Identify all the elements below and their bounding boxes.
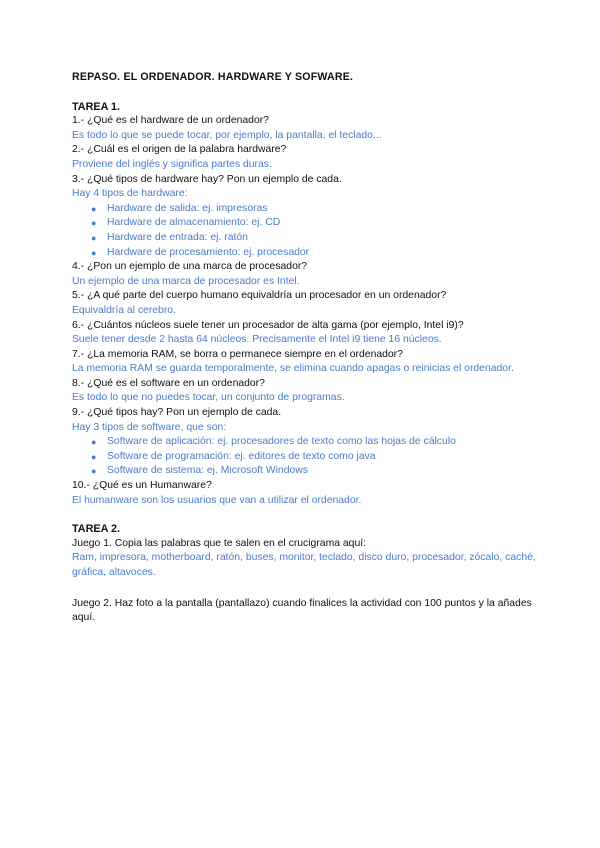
question-1: 1.- ¿Qué es el hardware de un ordenador? (72, 115, 269, 127)
software-types-list (72, 435, 542, 479)
list-item: ● Software de programación: ej. editores de texto como java (107, 450, 542, 465)
bullet-icon: ● (91, 203, 97, 214)
question-4: 4.- ¿Pon un ejemplo de una marca de procesador? (72, 261, 308, 273)
paragraph-spacer (72, 581, 542, 597)
answer-1: Es todo lo que se puede tocar, por ejemplo, la pantalla, el teclado... (72, 129, 382, 141)
document-page (72, 70, 542, 626)
question-5: 5.- ¿A qué parte del cuerpo humano equivaldría un procesador en un ordenador? (72, 290, 447, 302)
answer-4: Un ejemplo de una marca de procesador es Intel. (72, 275, 300, 287)
task-2-heading: TAREA 2. (72, 523, 120, 536)
question-2: 2.- ¿Cuál es el origen de la palabra hardware? (72, 144, 287, 156)
answer-9-intro: Hay 3 tipos de software, que son: (72, 421, 227, 433)
bullet-icon: ● (91, 218, 97, 229)
question-7: 7.- ¿La memoria RAM, se borra o permanece siempre en el ordenador? (72, 348, 403, 360)
list-item: ● Software de sistema: ej. Microsoft Windows (107, 464, 542, 479)
question-6: 6.- ¿Cuántos núcleos suele tener un procesador de alta gama (por ejemplo, Intel i9)? (72, 319, 464, 331)
answer-7: La memoria RAM se guarda temporalmente, se elimina cuando apagas o reinicias el ordenador. (72, 363, 514, 375)
bullet-icon: ● (91, 437, 97, 448)
answer-8: Es todo lo que no puedes tocar, un conjunto de programas. (72, 392, 345, 404)
bullet-icon: ● (91, 451, 97, 462)
game-1-answer: Ram, impresora, motherboard, ratón, buses, monitor, teclado, disco duro, procesador, zócalo, caché, gráfica, altavoces. (72, 552, 536, 578)
answer-5: Equivaldría al cerebro. (72, 304, 176, 316)
question-9: 9.- ¿Qué tipos hay? Pon un ejemplo de cada. (72, 407, 282, 419)
list-item: ● Hardware de procesamiento: ej. procesador (107, 246, 542, 261)
answer-3-intro: Hay 4 tipos de hardware: (72, 188, 188, 200)
hardware-types-list (72, 202, 542, 260)
document-title: REPASO. EL ORDENADOR. HARDWARE Y SOFWARE. (72, 71, 354, 83)
bullet-icon: ● (91, 466, 97, 477)
list-item: ● Hardware de almacenamiento: ej. CD (107, 216, 542, 231)
question-8: 8.- ¿Qué es el software en un ordenador? (72, 377, 265, 389)
answer-10: El humanware son los usuarios que van a utilizar el ordenador. (72, 494, 362, 506)
game-1-instruction: Juego 1. Copia las palabras que te salen en el crucigrama aquí: (72, 537, 367, 549)
list-item: ● Hardware de entrada: ej. ratón (107, 231, 542, 246)
question-10: 10.- ¿Qué es un Humanware? (72, 480, 212, 492)
list-item: ● Software de aplicación: ej. procesadores de texto como las hojas de cálculo (107, 435, 542, 450)
bullet-icon: ● (91, 247, 97, 258)
answer-6: Suele tener desde 2 hasta 64 núcleos. Precisamente el Intel i9 tiene 16 núcleos. (72, 334, 442, 346)
game-2-instruction: Juego 2. Haz foto a la pantalla (pantallazo) cuando finalices la actividad con 100 puntos y la añades aquí. (72, 597, 532, 624)
list-item: ● Hardware de salida: ej. impresoras (107, 202, 542, 217)
answer-2: Proviene del inglés y significa partes duras. (72, 158, 272, 170)
question-3: 3.- ¿Qué tipos de hardware hay? Pon un ejemplo de cada. (72, 173, 342, 185)
task-1-heading: TAREA 1. (72, 100, 120, 113)
section-spacer (72, 508, 542, 522)
bullet-icon: ● (91, 232, 97, 243)
